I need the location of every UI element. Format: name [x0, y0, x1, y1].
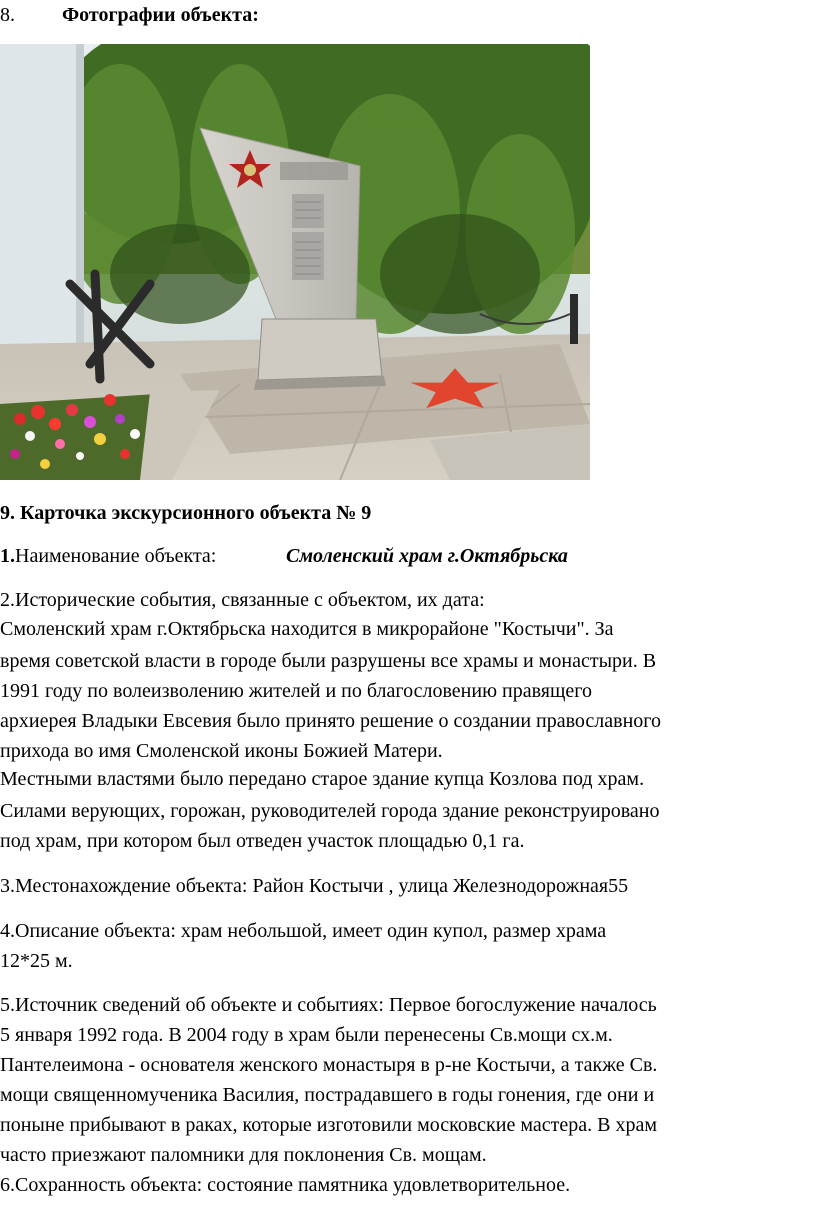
- item1-number: 1.: [0, 545, 15, 567]
- item1-row: [0, 541, 216, 571]
- item5-line: поныне прибывают в раках, которые изготовили московские мастера. В храм: [0, 1114, 657, 1136]
- item3-location: 3.Местонахождение объекта: Район Костычи , улица Железнодорожная55: [0, 875, 629, 897]
- item5-line: 5 января 1992 года. В 2004 году в храм были перенесены Св.мощи сх.м.: [0, 1024, 613, 1046]
- item2-line: время советской власти в городе были разрушены все храмы и монастыри. В: [0, 650, 657, 672]
- item5-line: Пантелеимона - основателя женского монастыря в р-не Костычи, а также Св.: [0, 1054, 658, 1076]
- item2-line: архиерея Владыки Евсевия было принято решение о создании православного: [0, 710, 662, 732]
- section-number: 8.: [0, 4, 15, 26]
- item4-line: 4.Описание объекта: храм небольшой, имеет один купол, размер храма: [0, 920, 607, 942]
- item1-value: Смоленский храм г.Октябрьска: [286, 545, 568, 567]
- memorial-photo: [0, 44, 590, 480]
- item2-line: прихода во имя Смоленской иконы Божией Матери.: [0, 740, 443, 762]
- item2-line: под храм, при котором был отведен участок площадью 0,1 га.: [0, 830, 525, 852]
- item4-line: 12*25 м.: [0, 950, 73, 972]
- item5-line: мощи священномученика Василия, пострадавшего в годы гонения, где они и: [0, 1084, 655, 1106]
- item6-preservation: 6.Сохранность объекта: состояние памятника удовлетворительное.: [0, 1174, 571, 1196]
- item2-line: Местными властями было передано старое здание купца Козлова под храм.: [0, 768, 645, 790]
- item1-label: Наименование объекта:: [15, 545, 217, 567]
- item2-line: Силами верующих, горожан, руководителей города здание реконструировано: [0, 800, 660, 822]
- item2-line: Смоленский храм г.Октябрьска находится в микрорайоне "Костычи". За: [0, 618, 614, 640]
- item2-line: 1991 году по волеизволению жителей и по благословению правящего: [0, 680, 592, 702]
- section-title: Фотографии объекта:: [62, 4, 259, 26]
- item5-line: 5.Источник сведений об объекте и событиях: Первое богослужение началось: [0, 994, 657, 1016]
- item5-line: часто приезжают паломники для поклонения Св. мощам.: [0, 1144, 487, 1166]
- card-title: 9. Карточка экскурсионного объекта № 9: [0, 502, 372, 524]
- item2-heading: 2.Исторические события, связанные с объектом, их дата:: [0, 589, 485, 611]
